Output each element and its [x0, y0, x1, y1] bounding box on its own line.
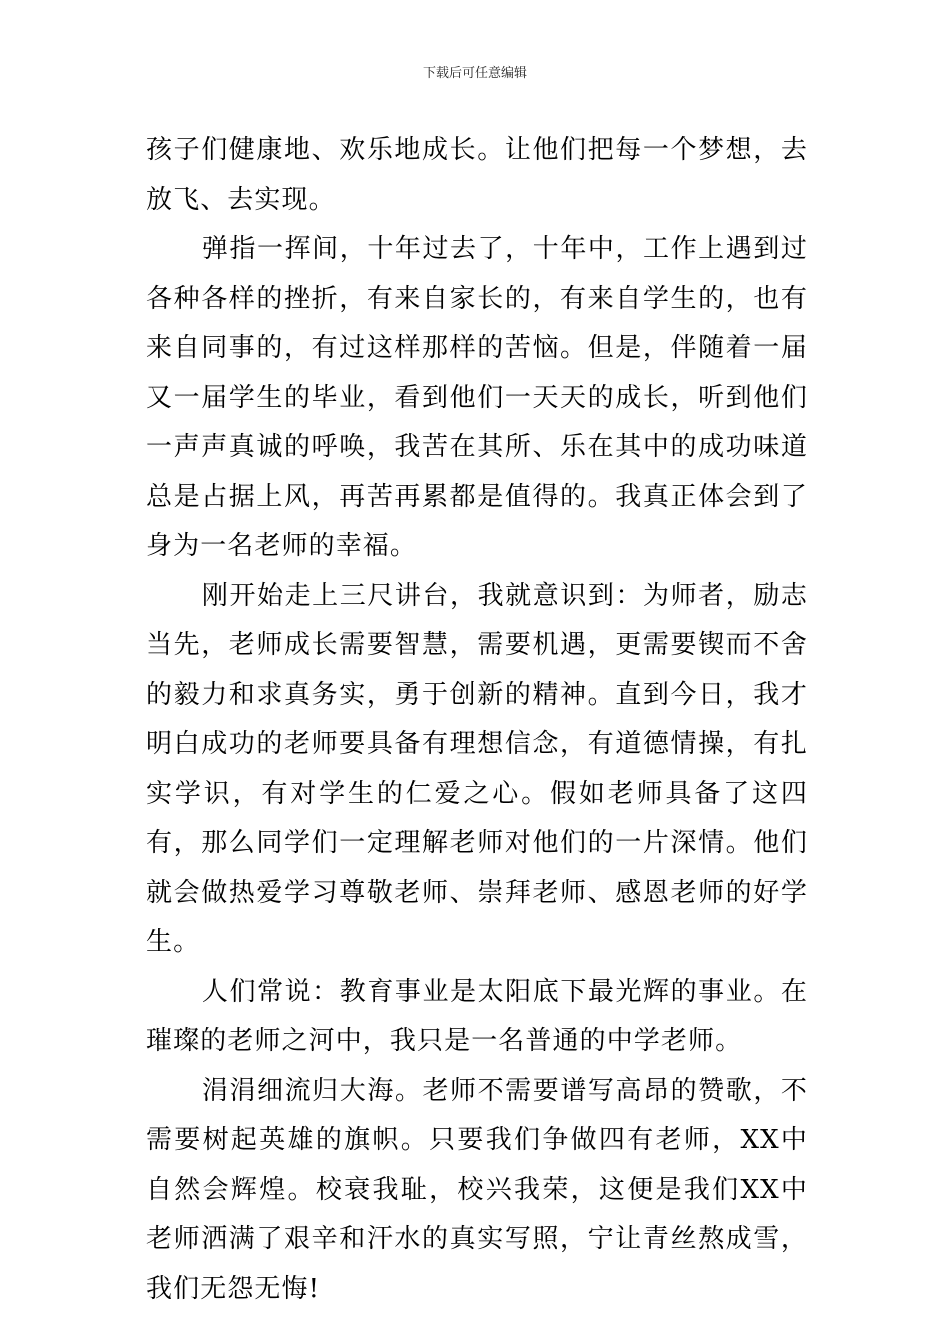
- paragraph-4: 人们常说：教育事业是太阳底下最光辉的事业。在璀璨的老师之河中，我只是一名普通的中学老师。: [146, 976, 808, 1056]
- paragraph-2: 弹指一挥间，十年过去了，十年中，工作上遇到过各种各样的挫折，有来自家长的，有来自学生的，也有来自同事的，有过这样那样的苦恼。但是，伴随着一届又一届学生的毕业，看到他们一天天的成长，听到他们一声声真诚的呼唤，我苦在其所、乐在其中的成功味道总是占据上风，再苦再累都是值得的。我真正体会到了身为一名老师的幸福。: [146, 234, 808, 561]
- document-body: [146, 126, 808, 1314]
- paragraph-1: 孩子们健康地、欢乐地成长。让他们把每一个梦想，去放飞、去实现。: [146, 135, 808, 215]
- page-header-note: 下载后可任意编辑: [422, 66, 527, 81]
- paragraph-5: 涓涓细流归大海。老师不需要谱写高昂的赞歌，不需要树起英雄的旗帜。只要我们争做四有老师，XX中自然会辉煌。校衰我耻，校兴我荣，这便是我们XX中老师洒满了艰辛和汗水的真实写照，宁让青丝熬成雪，我们无怨无悔!: [146, 1075, 808, 1304]
- paragraph-3: 刚开始走上三尺讲台，我就意识到：为师者，励志当先，老师成长需要智慧，需要机遇，更需要锲而不舍的毅力和求真务实，勇于创新的精神。直到今日，我才明白成功的老师要具备有理想信念，有道德情操，有扎实学识，有对学生的仁爱之心。假如老师具备了这四有，那么同学们一定理解老师对他们的一片深情。他们就会做热爱学习尊敬老师、崇拜老师、感恩老师的好学生。: [146, 580, 808, 957]
